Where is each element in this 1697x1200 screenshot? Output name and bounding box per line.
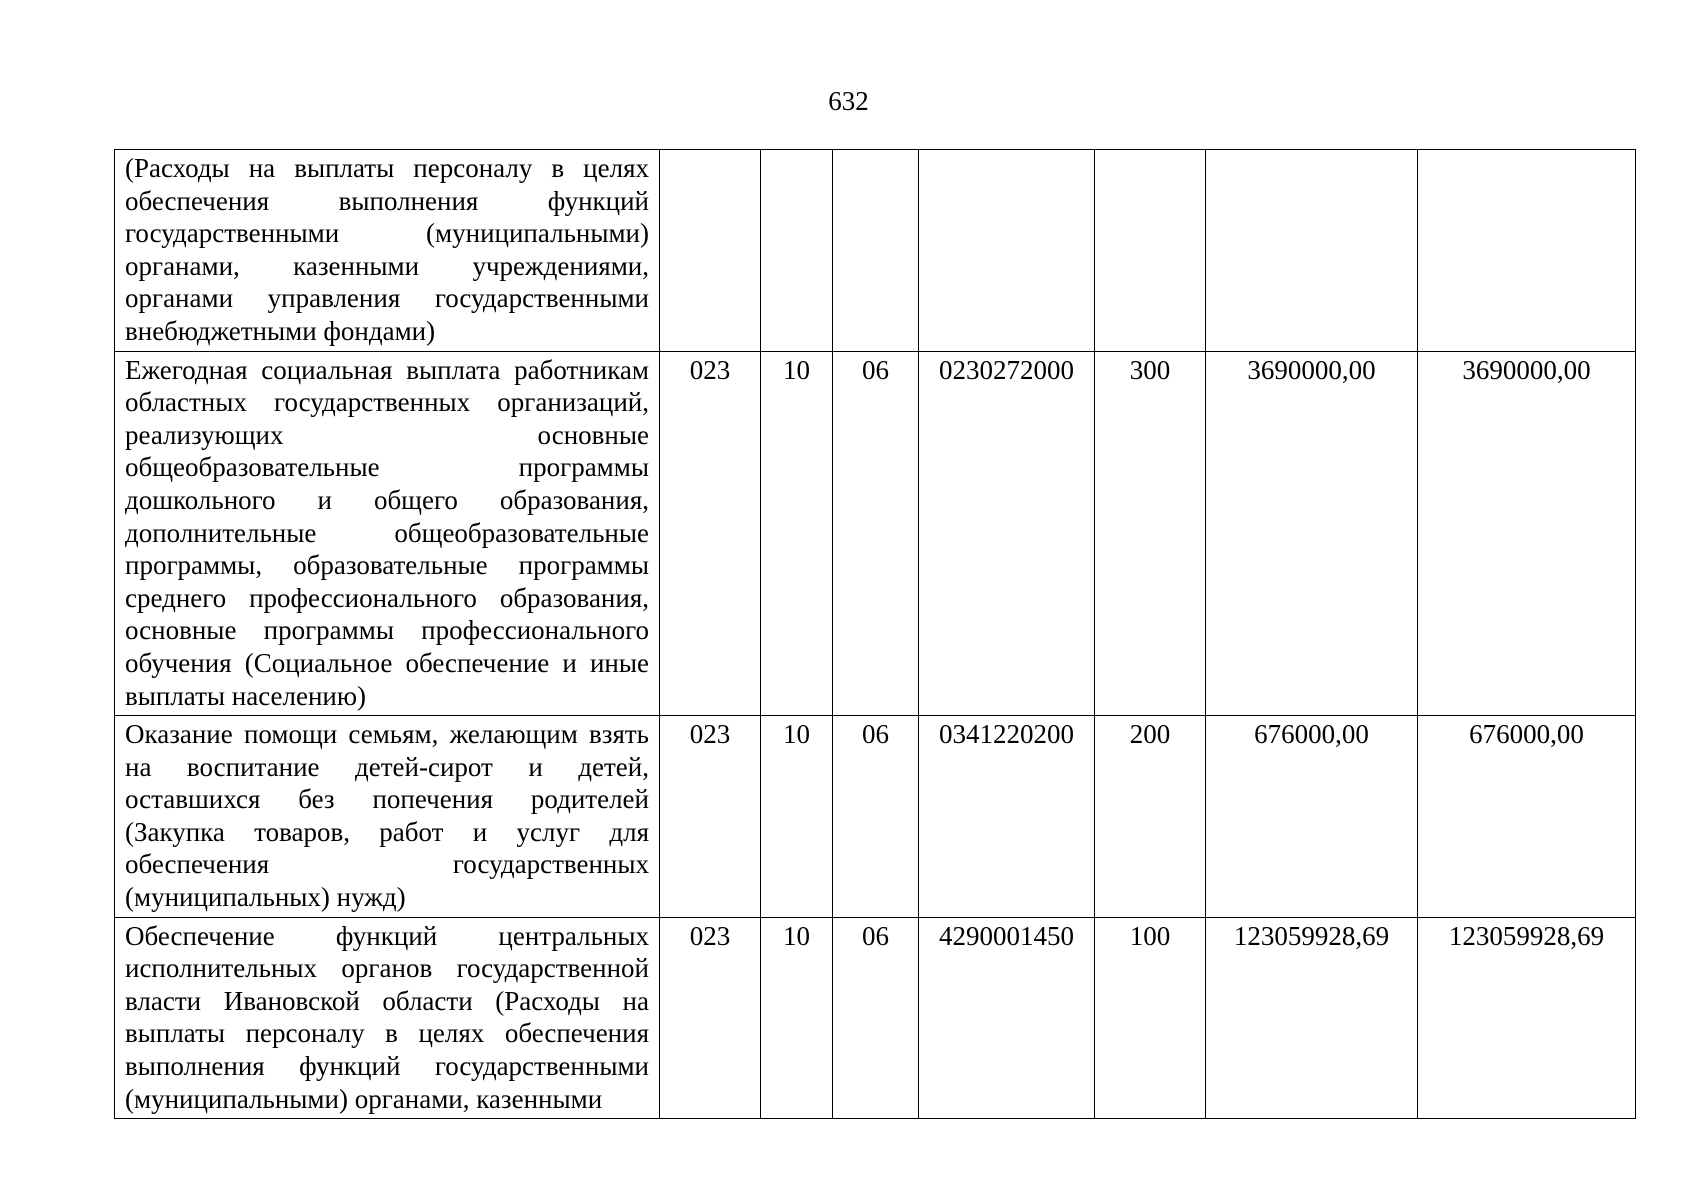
cell-sum-2: 676000,00 xyxy=(1418,716,1636,918)
cell-csr: 0230272000 xyxy=(919,351,1095,716)
cell-rz: 10 xyxy=(761,351,833,716)
table-row xyxy=(115,150,1636,352)
row-description: (Расходы на выплаты персоналу в целях обеспечения выполнения функций государственными (муниципальными) органами, казенными учреждениями, органами управления государственными внебюджетными фондами) xyxy=(115,150,660,352)
cell-rz xyxy=(761,150,833,352)
cell-sum-1: 676000,00 xyxy=(1206,716,1418,918)
cell-vr: 100 xyxy=(1095,917,1206,1119)
cell-sum-1: 3690000,00 xyxy=(1206,351,1418,716)
cell-pr: 06 xyxy=(833,351,919,716)
cell-sum-2: 123059928,69 xyxy=(1418,917,1636,1119)
cell-pr xyxy=(833,150,919,352)
row-description: Обеспечение функций центральных исполнительных органов государственной власти Ивановской области (Расходы на выплаты персоналу в целях обеспечения выполнения функций государственными (муниципальными) органами, казенными xyxy=(115,917,660,1119)
cell-csr: 0341220200 xyxy=(919,716,1095,918)
cell-sum-2 xyxy=(1418,150,1636,352)
row-description: Оказание помощи семьям, желающим взять на воспитание детей-сирот и детей, оставшихся без попечения родителей (Закупка товаров, работ и услуг для обеспечения государственных (муниципальных) нужд) xyxy=(115,716,660,918)
cell-pr: 06 xyxy=(833,716,919,918)
table-row xyxy=(115,716,1636,918)
row-description: Ежегодная социальная выплата работникам областных государственных организаций, реализующих основные общеобразовательные программы дошкольного и общего образования, дополнительные общеобразовательные программы, образовательные программы среднего профессионального образования, основные программы профессионального обучения (Социальное обеспечение и иные выплаты населению) xyxy=(115,351,660,716)
cell-rz: 10 xyxy=(761,716,833,918)
cell-vr: 200 xyxy=(1095,716,1206,918)
cell-gr xyxy=(660,150,761,352)
cell-vr xyxy=(1095,150,1206,352)
cell-gr: 023 xyxy=(660,716,761,918)
cell-rz: 10 xyxy=(761,917,833,1119)
cell-sum-1 xyxy=(1206,150,1418,352)
cell-csr xyxy=(919,150,1095,352)
cell-sum-2: 3690000,00 xyxy=(1418,351,1636,716)
cell-csr: 4290001450 xyxy=(919,917,1095,1119)
cell-pr: 06 xyxy=(833,917,919,1119)
cell-vr: 300 xyxy=(1095,351,1206,716)
page-number: 632 xyxy=(828,86,869,116)
table-row xyxy=(115,351,1636,716)
cell-gr: 023 xyxy=(660,917,761,1119)
budget-table xyxy=(114,149,1636,1119)
table-row xyxy=(115,917,1636,1119)
cell-gr: 023 xyxy=(660,351,761,716)
cell-sum-1: 123059928,69 xyxy=(1206,917,1418,1119)
